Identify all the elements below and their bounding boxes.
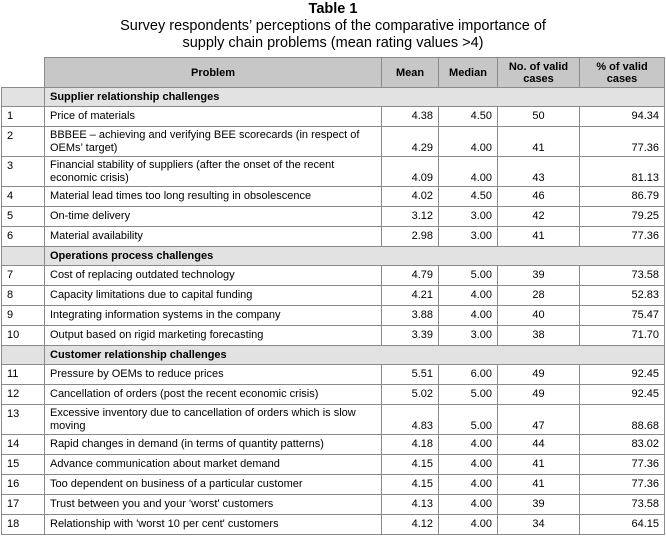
median-cell: 3.00 (439, 227, 498, 247)
median-cell: 5.00 (439, 405, 498, 435)
median-cell: 4.00 (439, 127, 498, 157)
section-blank-cell (2, 346, 45, 365)
table-row (2, 187, 665, 207)
table-row (2, 455, 665, 475)
median-cell: 4.00 (439, 475, 498, 495)
median-cell: 4.50 (439, 107, 498, 127)
table-row (2, 286, 665, 306)
mean-cell: 5.02 (382, 385, 439, 405)
section-blank-cell (2, 247, 45, 266)
row-number: 17 (2, 495, 45, 515)
median-cell: 3.00 (439, 207, 498, 227)
valid-cases-cell: 50 (498, 107, 580, 127)
mean-cell: 4.83 (382, 405, 439, 435)
problem-cell: Relationship with 'worst 10 per cent' customers (45, 515, 382, 535)
section-header-row (2, 346, 665, 365)
section-title: Operations process challenges (45, 247, 665, 266)
median-cell: 4.00 (439, 455, 498, 475)
row-number: 1 (2, 107, 45, 127)
mean-cell: 3.12 (382, 207, 439, 227)
problem-cell: BBBEE – achieving and verifying BEE scorecards (in respect of OEMs’ target) (45, 127, 382, 157)
mean-cell: 3.88 (382, 306, 439, 326)
median-cell: 4.00 (439, 286, 498, 306)
median-cell: 4.00 (439, 157, 498, 187)
row-number: 12 (2, 385, 45, 405)
mean-cell: 4.12 (382, 515, 439, 535)
valid-cases-cell: 41 (498, 475, 580, 495)
table-row (2, 326, 665, 346)
pct-valid-cell: 92.45 (580, 385, 665, 405)
table-row (2, 157, 665, 187)
row-number: 2 (2, 127, 45, 157)
pct-valid-cell: 86.79 (580, 187, 665, 207)
row-number: 14 (2, 435, 45, 455)
header-blank-cell (2, 58, 45, 88)
row-number: 15 (2, 455, 45, 475)
row-number: 3 (2, 157, 45, 187)
mean-cell: 4.15 (382, 455, 439, 475)
section-blank-cell (2, 88, 45, 107)
table-row (2, 495, 665, 515)
pct-valid-cell: 71.70 (580, 326, 665, 346)
table-row (2, 365, 665, 385)
table-row (2, 107, 665, 127)
median-cell: 6.00 (439, 365, 498, 385)
section-title: Supplier relationship challenges (45, 88, 665, 107)
valid-cases-cell: 41 (498, 227, 580, 247)
valid-cases-cell: 39 (498, 266, 580, 286)
problem-cell: Capacity limitations due to capital funding (45, 286, 382, 306)
problem-cell: Material availability (45, 227, 382, 247)
pct-valid-cell: 83.02 (580, 435, 665, 455)
table-row (2, 227, 665, 247)
column-header-mean: Mean (382, 58, 439, 88)
problem-cell: Too dependent on business of a particular customer (45, 475, 382, 495)
survey-table (1, 57, 665, 535)
mean-cell: 4.09 (382, 157, 439, 187)
row-number: 16 (2, 475, 45, 495)
pct-valid-cell: 94.34 (580, 107, 665, 127)
valid-cases-cell: 28 (498, 286, 580, 306)
valid-cases-cell: 49 (498, 385, 580, 405)
section-header-row (2, 88, 665, 107)
row-number: 5 (2, 207, 45, 227)
column-header-pct-valid: % of valid cases (580, 58, 665, 88)
table-label: Table 1 (308, 1, 358, 17)
table-row (2, 435, 665, 455)
mean-cell: 2.98 (382, 227, 439, 247)
valid-cases-cell: 41 (498, 455, 580, 475)
mean-cell: 4.02 (382, 187, 439, 207)
pct-valid-cell: 75.47 (580, 306, 665, 326)
section-title: Customer relationship challenges (45, 346, 665, 365)
table-row (2, 515, 665, 535)
row-number: 13 (2, 405, 45, 435)
problem-cell: On-time delivery (45, 207, 382, 227)
median-cell: 3.00 (439, 326, 498, 346)
valid-cases-cell: 34 (498, 515, 580, 535)
valid-cases-cell: 44 (498, 435, 580, 455)
median-cell: 4.00 (439, 515, 498, 535)
valid-cases-cell: 38 (498, 326, 580, 346)
problem-cell: Cancellation of orders (post the recent economic crisis) (45, 385, 382, 405)
pct-valid-cell: 52.83 (580, 286, 665, 306)
mean-cell: 4.79 (382, 266, 439, 286)
pct-valid-cell: 79.25 (580, 207, 665, 227)
problem-cell: Material lead times too long resulting in obsolescence (45, 187, 382, 207)
table-title: Survey respondents’ perceptions of the comparative importance of supply chain problems (mean rating values >4) (120, 18, 546, 51)
table-row (2, 266, 665, 286)
pct-valid-cell: 73.58 (580, 495, 665, 515)
table-row (2, 207, 665, 227)
mean-cell: 4.29 (382, 127, 439, 157)
valid-cases-cell: 42 (498, 207, 580, 227)
problem-cell: Financial stability of suppliers (after the onset of the recent economic crisis) (45, 157, 382, 187)
median-cell: 5.00 (439, 385, 498, 405)
median-cell: 4.00 (439, 495, 498, 515)
table-caption (0, 0, 666, 52)
median-cell: 5.00 (439, 266, 498, 286)
pct-valid-cell: 77.36 (580, 227, 665, 247)
pct-valid-cell: 81.13 (580, 157, 665, 187)
problem-cell: Excessive inventory due to cancellation of orders which is slow moving (45, 405, 382, 435)
pct-valid-cell: 92.45 (580, 365, 665, 385)
mean-cell: 5.51 (382, 365, 439, 385)
row-number: 4 (2, 187, 45, 207)
median-cell: 4.50 (439, 187, 498, 207)
mean-cell: 4.21 (382, 286, 439, 306)
row-number: 10 (2, 326, 45, 346)
pct-valid-cell: 64.15 (580, 515, 665, 535)
mean-cell: 4.13 (382, 495, 439, 515)
pct-valid-cell: 77.36 (580, 455, 665, 475)
problem-cell: Integrating information systems in the company (45, 306, 382, 326)
mean-cell: 4.15 (382, 475, 439, 495)
problem-cell: Advance communication about market demand (45, 455, 382, 475)
valid-cases-cell: 47 (498, 405, 580, 435)
mean-cell: 4.38 (382, 107, 439, 127)
row-number: 8 (2, 286, 45, 306)
column-header-median: Median (439, 58, 498, 88)
table-row (2, 405, 665, 435)
valid-cases-cell: 39 (498, 495, 580, 515)
row-number: 18 (2, 515, 45, 535)
pct-valid-cell: 88.68 (580, 405, 665, 435)
problem-cell: Output based on rigid marketing forecasting (45, 326, 382, 346)
valid-cases-cell: 49 (498, 365, 580, 385)
pct-valid-cell: 77.36 (580, 475, 665, 495)
problem-cell: Trust between you and your 'worst' customers (45, 495, 382, 515)
pct-valid-cell: 77.36 (580, 127, 665, 157)
row-number: 9 (2, 306, 45, 326)
row-number: 11 (2, 365, 45, 385)
valid-cases-cell: 41 (498, 127, 580, 157)
median-cell: 4.00 (439, 435, 498, 455)
row-number: 6 (2, 227, 45, 247)
valid-cases-cell: 43 (498, 157, 580, 187)
table-row (2, 475, 665, 495)
mean-cell: 4.18 (382, 435, 439, 455)
pct-valid-cell: 73.58 (580, 266, 665, 286)
problem-cell: Cost of replacing outdated technology (45, 266, 382, 286)
median-cell: 4.00 (439, 306, 498, 326)
valid-cases-cell: 46 (498, 187, 580, 207)
table-row (2, 306, 665, 326)
mean-cell: 3.39 (382, 326, 439, 346)
problem-cell: Rapid changes in demand (in terms of quantity patterns) (45, 435, 382, 455)
section-header-row (2, 247, 665, 266)
header-row (2, 58, 665, 88)
column-header-problem: Problem (45, 58, 382, 88)
valid-cases-cell: 40 (498, 306, 580, 326)
column-header-valid-cases: No. of valid cases (498, 58, 580, 88)
table-row (2, 385, 665, 405)
problem-cell: Price of materials (45, 107, 382, 127)
row-number: 7 (2, 266, 45, 286)
table-row (2, 127, 665, 157)
problem-cell: Pressure by OEMs to reduce prices (45, 365, 382, 385)
